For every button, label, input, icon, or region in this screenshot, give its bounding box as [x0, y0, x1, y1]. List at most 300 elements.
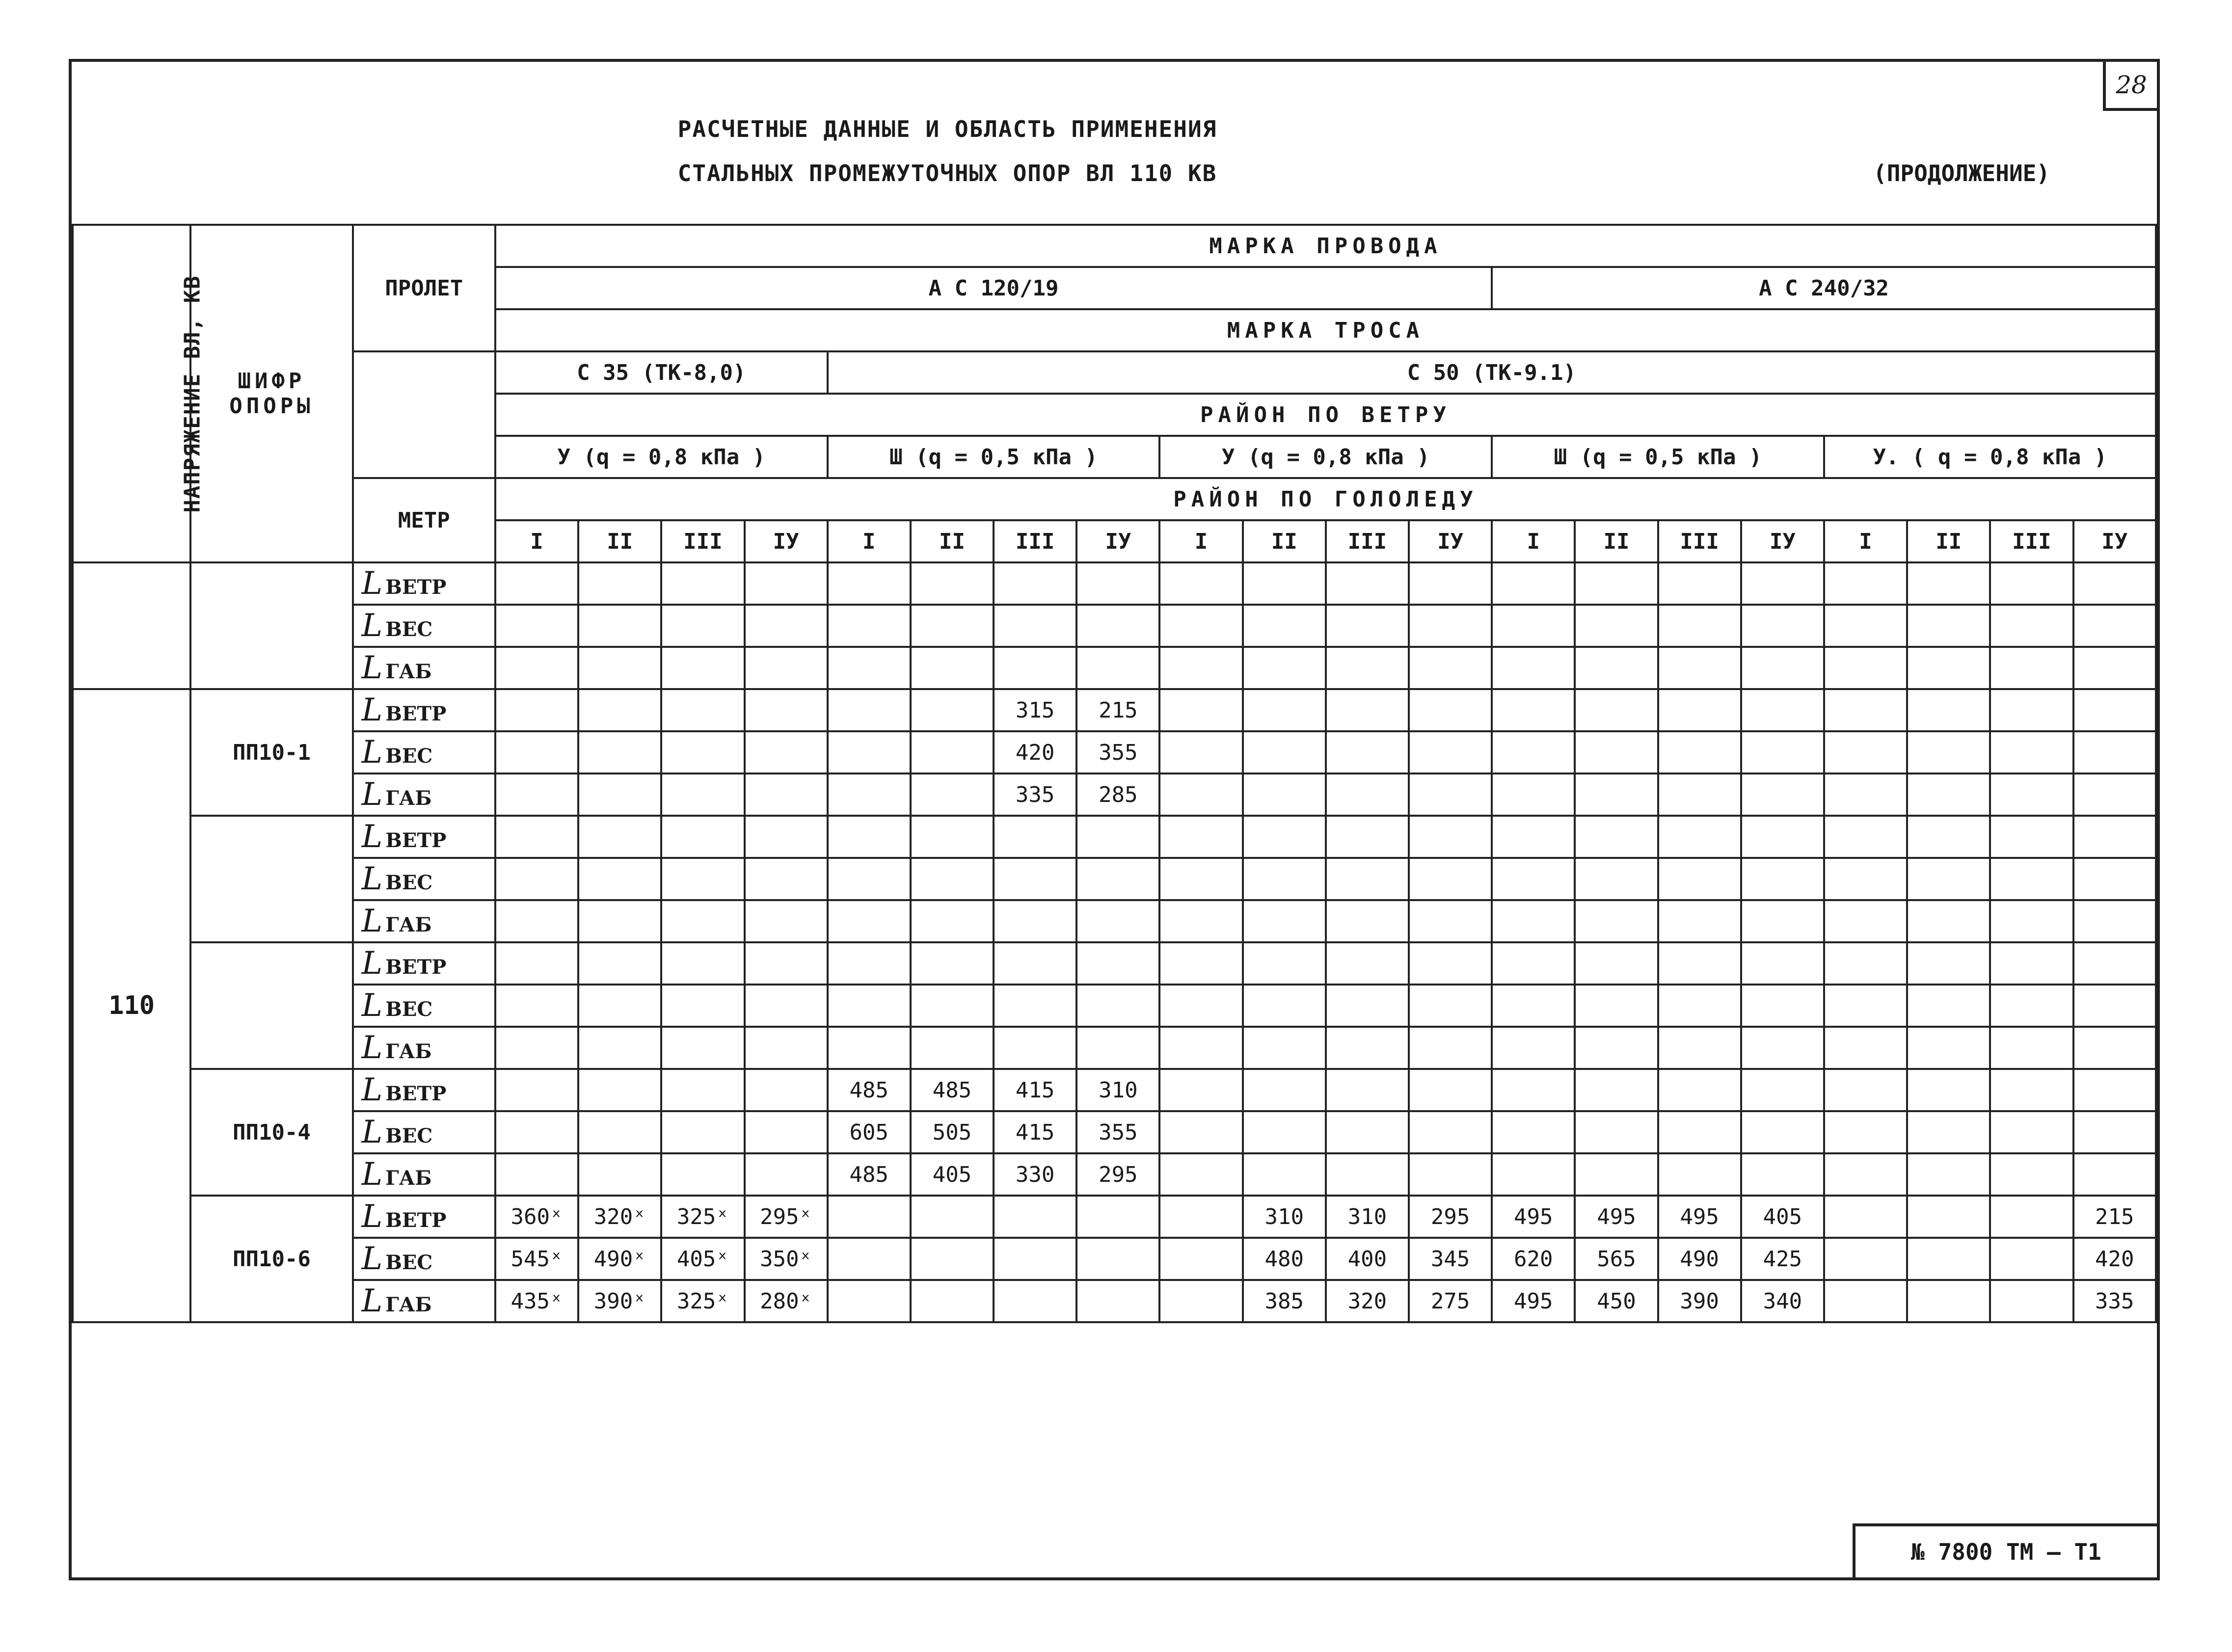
table-row [73, 562, 2156, 605]
value-cell [1326, 1153, 1409, 1196]
value-cell: 565 [1575, 1238, 1658, 1280]
value-cell [1159, 647, 1242, 689]
value-cell: 390 [1658, 1280, 1741, 1322]
cable-brand-header: МАРКА ТРОСА [495, 309, 2156, 351]
value-cell [1907, 605, 1990, 647]
value-cell [1575, 942, 1658, 985]
span-type: L ВЕС [353, 985, 495, 1027]
value-cell [1492, 731, 1575, 773]
value-cell: 295 [1076, 1153, 1159, 1196]
value-cell [1326, 1069, 1409, 1111]
ice-col-12: IУ [1409, 520, 1492, 562]
value-cell [1907, 773, 1990, 816]
value-cell [2073, 816, 2156, 858]
value-cell [1741, 858, 1824, 900]
value-cell [1575, 773, 1658, 816]
span-type: L ВЕС [353, 858, 495, 900]
value-cell [828, 562, 911, 605]
value-cell [994, 605, 1076, 647]
value-cell [745, 816, 828, 858]
value-cell [1326, 773, 1409, 816]
value-cell [1492, 773, 1575, 816]
value-cell: 405 [911, 1153, 994, 1196]
span-type: L ВЕТР [353, 942, 495, 985]
value-cell [1658, 605, 1741, 647]
value-cell [994, 647, 1076, 689]
value-cell [1159, 1238, 1242, 1280]
span-type: L ГАБ [353, 647, 495, 689]
value-cell [578, 647, 661, 689]
value-cell: 490 [1658, 1238, 1741, 1280]
value-cell [1907, 985, 1990, 1027]
value-cell: 320ˣ [578, 1196, 661, 1238]
value-cell [2073, 1027, 2156, 1069]
ice-col-9: I [1159, 520, 1242, 562]
value-cell [1990, 647, 2073, 689]
value-cell [1824, 942, 1907, 985]
span-type: L ГАБ [353, 773, 495, 816]
value-cell [2073, 773, 2156, 816]
value-cell [1990, 900, 2073, 942]
value-cell [1076, 816, 1159, 858]
value-cell [1658, 1069, 1741, 1111]
value-cell [745, 731, 828, 773]
value-cell [1243, 1111, 1326, 1153]
value-cell: 295 [1409, 1196, 1492, 1238]
value-cell [1658, 858, 1741, 900]
value-cell [2073, 1111, 2156, 1153]
value-cell [1326, 605, 1409, 647]
value-cell [578, 942, 661, 985]
value-cell [1575, 605, 1658, 647]
value-cell [1907, 1027, 1990, 1069]
value-cell [1907, 1238, 1990, 1280]
value-cell [661, 1153, 744, 1196]
value-cell [1575, 1027, 1658, 1069]
ice-col-7: III [994, 520, 1076, 562]
value-cell [2073, 985, 2156, 1027]
value-cell [745, 773, 828, 816]
value-cell [1326, 816, 1409, 858]
value-cell [1492, 562, 1575, 605]
value-cell [1575, 1069, 1658, 1111]
value-cell: 325ˣ [661, 1280, 744, 1322]
value-cell [1159, 605, 1242, 647]
value-cell [1824, 1111, 1907, 1153]
support-code [190, 562, 352, 689]
value-cell [1907, 1111, 1990, 1153]
value-cell [911, 816, 994, 858]
value-cell [1409, 942, 1492, 985]
value-cell: 390ˣ [578, 1280, 661, 1322]
value-cell: 335 [2073, 1280, 2156, 1322]
table-row [73, 731, 2156, 773]
value-cell [1990, 1238, 2073, 1280]
value-cell [1159, 562, 1242, 605]
value-cell [911, 773, 994, 816]
value-cell [495, 942, 578, 985]
value-cell [911, 731, 994, 773]
value-cell [1243, 985, 1326, 1027]
value-cell [1243, 605, 1326, 647]
table-row [73, 1153, 2156, 1196]
value-cell [1741, 562, 1824, 605]
value-cell [994, 942, 1076, 985]
value-cell [1159, 1069, 1242, 1111]
value-cell [911, 1238, 994, 1280]
value-cell [1907, 689, 1990, 731]
value-cell [1658, 1111, 1741, 1153]
value-cell [1824, 816, 1907, 858]
value-cell [911, 689, 994, 731]
span-type: L ВЕТР [353, 816, 495, 858]
value-cell [1990, 1027, 2073, 1069]
value-cell [1159, 942, 1242, 985]
value-cell [745, 1027, 828, 1069]
value-cell [1243, 562, 1326, 605]
value-cell [745, 985, 828, 1027]
value-cell [2073, 647, 2156, 689]
value-cell [1076, 1238, 1159, 1280]
ice-col-10: II [1243, 520, 1326, 562]
value-cell [1575, 900, 1658, 942]
value-cell [661, 773, 744, 816]
value-cell [1243, 1153, 1326, 1196]
ice-col-11: III [1326, 520, 1409, 562]
value-cell: 495 [1492, 1196, 1575, 1238]
table-row [73, 985, 2156, 1027]
wind-group-4: Ш (q = 0,5 кПа ) [1492, 436, 1824, 478]
support-code [190, 816, 352, 942]
value-cell [578, 562, 661, 605]
value-cell: 495 [1492, 1280, 1575, 1322]
value-cell [1409, 647, 1492, 689]
value-cell: 280ˣ [745, 1280, 828, 1322]
span-type: L ВЕТР [353, 689, 495, 731]
value-cell: 605 [828, 1111, 911, 1153]
span-type: L ГАБ [353, 900, 495, 942]
document-code-stamp: № 7800 ТМ – Т1 [1853, 1523, 2157, 1577]
value-cell: 320 [1326, 1280, 1409, 1322]
ice-region-header: РАЙОН ПО ГОЛОЛЕДУ [495, 478, 2156, 520]
value-cell [1159, 773, 1242, 816]
value-cell [1159, 689, 1242, 731]
span-type: L ВЕТР [353, 1069, 495, 1111]
value-cell [1741, 773, 1824, 816]
value-cell [1824, 1027, 1907, 1069]
value-cell [578, 689, 661, 731]
value-cell: 295ˣ [745, 1196, 828, 1238]
table-row [73, 605, 2156, 647]
value-cell [1824, 731, 1907, 773]
value-cell: 620 [1492, 1238, 1575, 1280]
value-cell [1907, 1280, 1990, 1322]
value-cell [495, 816, 578, 858]
wire-1: А С 120/19 [495, 267, 1492, 309]
value-cell [1243, 1027, 1326, 1069]
value-cell: 310 [1326, 1196, 1409, 1238]
value-cell [1159, 858, 1242, 900]
value-cell [1409, 1111, 1492, 1153]
value-cell [1658, 1153, 1741, 1196]
value-cell [994, 900, 1076, 942]
value-cell [1824, 985, 1907, 1027]
cable-2: С 50 (ТК-9.1) [828, 351, 2156, 394]
value-cell [745, 1111, 828, 1153]
value-cell [828, 942, 911, 985]
ice-col-4: IУ [745, 520, 828, 562]
value-cell [1326, 1027, 1409, 1069]
value-cell [1492, 942, 1575, 985]
value-cell [1409, 1069, 1492, 1111]
value-cell [1076, 1027, 1159, 1069]
value-cell [1741, 605, 1824, 647]
voltage-empty [73, 562, 190, 689]
value-cell [828, 1238, 911, 1280]
value-cell [1658, 773, 1741, 816]
value-cell [1575, 1111, 1658, 1153]
value-cell [661, 1027, 744, 1069]
value-cell: 215 [2073, 1196, 2156, 1238]
value-cell [2073, 689, 2156, 731]
value-cell [495, 773, 578, 816]
value-cell: 325ˣ [661, 1196, 744, 1238]
value-cell [911, 985, 994, 1027]
value-cell [2073, 1153, 2156, 1196]
voltage-value: 110 [73, 689, 190, 1322]
value-cell [1492, 816, 1575, 858]
value-cell [828, 647, 911, 689]
value-cell [745, 1153, 828, 1196]
value-cell [828, 858, 911, 900]
value-cell [1824, 647, 1907, 689]
value-cell [1575, 562, 1658, 605]
value-cell [1990, 1069, 2073, 1111]
value-cell [1326, 900, 1409, 942]
span-type: L ВЕС [353, 1111, 495, 1153]
value-cell [661, 858, 744, 900]
value-cell [1990, 1196, 2073, 1238]
value-cell [578, 731, 661, 773]
value-cell [745, 647, 828, 689]
value-cell [1243, 689, 1326, 731]
value-cell [1658, 942, 1741, 985]
value-cell: 340 [1741, 1280, 1824, 1322]
value-cell: 480 [1243, 1238, 1326, 1280]
value-cell: 215 [1076, 689, 1159, 731]
value-cell [1824, 1069, 1907, 1111]
table-row [73, 816, 2156, 858]
value-cell [1409, 858, 1492, 900]
value-cell [1076, 900, 1159, 942]
span-spacer [353, 351, 495, 478]
value-cell [1409, 816, 1492, 858]
value-cell: 385 [1243, 1280, 1326, 1322]
support-code: ПП10-1 [190, 689, 352, 816]
value-cell [745, 942, 828, 985]
value-cell [1824, 1280, 1907, 1322]
value-cell: 485 [911, 1069, 994, 1111]
value-cell [661, 647, 744, 689]
value-cell [828, 731, 911, 773]
title-line-1: РАСЧЕТНЫЕ ДАННЫЕ И ОБЛАСТЬ ПРИМЕНЕНИЯ [677, 116, 1217, 142]
value-cell: 420 [994, 731, 1076, 773]
value-cell: 405ˣ [661, 1238, 744, 1280]
value-cell [1907, 647, 1990, 689]
value-cell [1741, 689, 1824, 731]
value-cell [1658, 731, 1741, 773]
value-cell [1824, 858, 1907, 900]
value-cell [1824, 1153, 1907, 1196]
value-cell [1076, 985, 1159, 1027]
value-cell [1492, 1069, 1575, 1111]
wind-region-header: РАЙОН ПО ВЕТРУ [495, 394, 2156, 436]
value-cell [1492, 647, 1575, 689]
value-cell [1990, 773, 2073, 816]
value-cell [1907, 1069, 1990, 1111]
span-type: L ВЕТР [353, 562, 495, 605]
value-cell [1409, 1153, 1492, 1196]
value-cell [1824, 1238, 1907, 1280]
value-cell [1159, 900, 1242, 942]
value-cell [1575, 689, 1658, 731]
table-row [73, 1027, 2156, 1069]
value-cell [1824, 562, 1907, 605]
value-cell: 485 [828, 1069, 911, 1111]
value-cell [661, 900, 744, 942]
value-cell [911, 858, 994, 900]
value-cell [828, 773, 911, 816]
value-cell [1159, 1027, 1242, 1069]
value-cell [495, 858, 578, 900]
support-code: ПП10-4 [190, 1069, 352, 1196]
table-row [73, 1280, 2156, 1322]
value-cell [1990, 1280, 2073, 1322]
value-cell [1076, 858, 1159, 900]
value-cell [1492, 1153, 1575, 1196]
value-cell [1326, 689, 1409, 731]
value-cell [2073, 858, 2156, 900]
value-cell [1990, 942, 2073, 985]
value-cell: 415 [994, 1111, 1076, 1153]
value-cell [1824, 689, 1907, 731]
value-cell: 485 [828, 1153, 911, 1196]
value-cell [1575, 816, 1658, 858]
value-cell [1990, 731, 2073, 773]
span-type: L ГАБ [353, 1027, 495, 1069]
value-cell [495, 900, 578, 942]
value-cell [1243, 773, 1326, 816]
value-cell [495, 1111, 578, 1153]
value-cell: 505 [911, 1111, 994, 1153]
value-cell [1658, 689, 1741, 731]
value-cell [911, 1196, 994, 1238]
value-cell [1990, 1111, 2073, 1153]
ice-col-20: IУ [2073, 520, 2156, 562]
support-code: ПП10-6 [190, 1196, 352, 1322]
table-row [73, 1069, 2156, 1111]
value-cell [1159, 985, 1242, 1027]
value-cell [1409, 689, 1492, 731]
value-cell: 310 [1076, 1069, 1159, 1111]
value-cell [2073, 731, 2156, 773]
value-cell [661, 942, 744, 985]
value-cell [828, 816, 911, 858]
wind-group-1: У (q = 0,8 кПа ) [495, 436, 828, 478]
value-cell: 355 [1076, 731, 1159, 773]
value-cell [1575, 985, 1658, 1027]
span-type: L ВЕС [353, 731, 495, 773]
value-cell [1575, 858, 1658, 900]
value-cell [745, 689, 828, 731]
value-cell [745, 562, 828, 605]
value-cell [1243, 942, 1326, 985]
value-cell [578, 1153, 661, 1196]
value-cell [745, 1069, 828, 1111]
wind-group-5: У. ( q = 0,8 кПа ) [1824, 436, 2156, 478]
value-cell [1243, 1069, 1326, 1111]
value-cell [1326, 985, 1409, 1027]
value-cell [1741, 731, 1824, 773]
value-cell: 405 [1741, 1196, 1824, 1238]
value-cell [1326, 942, 1409, 985]
value-cell [1741, 1153, 1824, 1196]
value-cell [994, 1238, 1076, 1280]
value-cell [578, 985, 661, 1027]
value-cell [495, 1027, 578, 1069]
value-cell [2073, 900, 2156, 942]
value-cell [578, 1111, 661, 1153]
ice-col-15: III [1658, 520, 1741, 562]
value-cell [994, 1196, 1076, 1238]
wire-2: А С 240/32 [1492, 267, 2156, 309]
span-type: L ВЕС [353, 1238, 495, 1280]
document-frame [69, 59, 2160, 1580]
value-cell [1575, 1153, 1658, 1196]
value-cell [578, 605, 661, 647]
support-code [190, 942, 352, 1069]
value-cell [495, 1069, 578, 1111]
data-table-wrapper [72, 224, 2157, 1323]
value-cell [1492, 1111, 1575, 1153]
value-cell [994, 1027, 1076, 1069]
value-cell [1575, 647, 1658, 689]
value-cell: 545ˣ [495, 1238, 578, 1280]
value-cell [1409, 605, 1492, 647]
value-cell: 350ˣ [745, 1238, 828, 1280]
value-cell [994, 562, 1076, 605]
ice-col-8: IУ [1076, 520, 1159, 562]
value-cell [1243, 816, 1326, 858]
ice-col-3: III [661, 520, 744, 562]
value-cell [1907, 562, 1990, 605]
value-cell [1492, 689, 1575, 731]
value-cell [1824, 900, 1907, 942]
value-cell: 355 [1076, 1111, 1159, 1153]
value-cell [1990, 858, 2073, 900]
ice-col-14: II [1575, 520, 1658, 562]
wire-brand-header: МАРКА ПРОВОДА [495, 225, 2156, 267]
value-cell [911, 605, 994, 647]
value-cell [1824, 605, 1907, 647]
value-cell [661, 605, 744, 647]
value-cell [994, 858, 1076, 900]
table-row [73, 900, 2156, 942]
value-cell [745, 605, 828, 647]
table-row [73, 773, 2156, 816]
value-cell [1159, 1280, 1242, 1322]
value-cell [1990, 689, 2073, 731]
